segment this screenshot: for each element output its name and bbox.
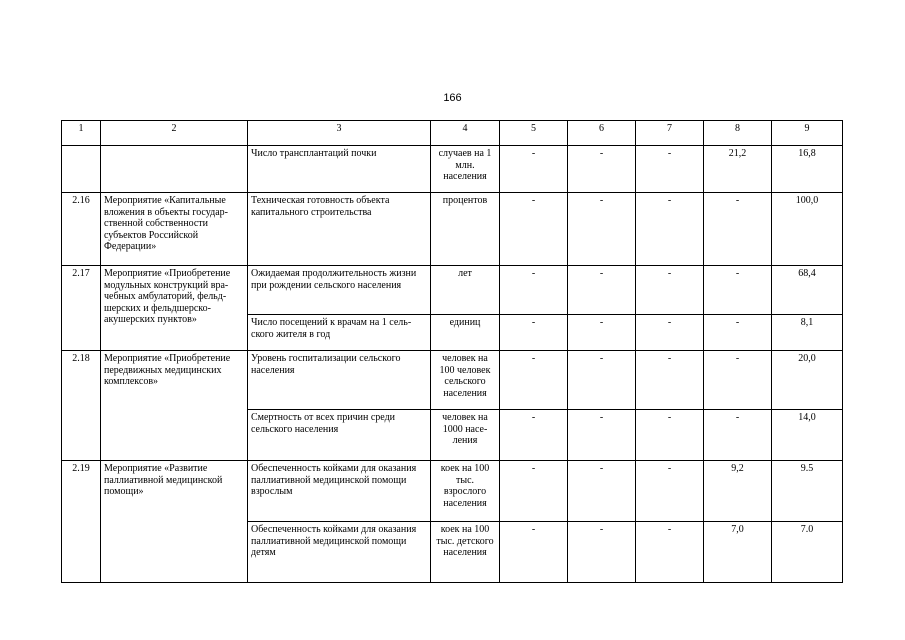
value-cell: 14,0 xyxy=(772,410,843,461)
value-cell: - xyxy=(636,266,704,315)
table-row xyxy=(62,461,843,522)
value-cell: - xyxy=(500,193,568,266)
value-cell: - xyxy=(500,410,568,461)
value-cell: - xyxy=(704,315,772,351)
value-cell: 21,2 xyxy=(704,146,772,193)
unit-cell: коек на 100 тыс. детского населения xyxy=(431,522,500,583)
value-cell: - xyxy=(500,266,568,315)
value-cell: - xyxy=(636,410,704,461)
value-cell: 100,0 xyxy=(772,193,843,266)
value-cell: - xyxy=(636,522,704,583)
value-cell: - xyxy=(568,410,636,461)
header-cell: 6 xyxy=(568,121,636,146)
value-cell: - xyxy=(636,351,704,410)
value-cell: - xyxy=(704,266,772,315)
value-cell: - xyxy=(500,146,568,193)
row-number-cell: 2.16 xyxy=(62,193,101,266)
value-cell: - xyxy=(500,315,568,351)
value-cell: - xyxy=(568,146,636,193)
value-cell: 9.5 xyxy=(772,461,843,522)
indicator-cell: Обеспеченность койками для оказания паллиативной медицинской помощи взрослым xyxy=(248,461,431,522)
header-cell: 9 xyxy=(772,121,843,146)
table-row xyxy=(62,351,843,410)
unit-cell: человек на 1000 насе-ления xyxy=(431,410,500,461)
value-cell: - xyxy=(636,146,704,193)
indicator-cell: Уровень госпитализации сельского населения xyxy=(248,351,431,410)
value-cell: - xyxy=(500,351,568,410)
unit-cell: человек на 100 человек сельского населения xyxy=(431,351,500,410)
value-cell: 68,4 xyxy=(772,266,843,315)
value-cell: - xyxy=(568,193,636,266)
value-cell: - xyxy=(568,461,636,522)
page-number: 166 xyxy=(443,92,462,104)
value-cell: - xyxy=(704,193,772,266)
header-cell: 2 xyxy=(101,121,248,146)
row-number-cell: 2.17 xyxy=(62,266,101,351)
value-cell: - xyxy=(704,410,772,461)
value-cell: - xyxy=(636,193,704,266)
header-row xyxy=(62,121,843,146)
indicator-cell: Ожидаемая продолжительность жизни при рождении сельского населения xyxy=(248,266,431,315)
value-cell: - xyxy=(568,315,636,351)
header-cell: 5 xyxy=(500,121,568,146)
value-cell: - xyxy=(500,461,568,522)
header-cell: 7 xyxy=(636,121,704,146)
event-cell xyxy=(101,146,248,193)
value-cell: 20,0 xyxy=(772,351,843,410)
value-cell: - xyxy=(636,461,704,522)
value-cell: - xyxy=(704,351,772,410)
unit-cell: случаев на 1 млн. населения xyxy=(431,146,500,193)
row-number-cell xyxy=(62,146,101,193)
indicator-cell: Число посещений к врачам на 1 сель-ского жителя в год xyxy=(248,315,431,351)
value-cell: - xyxy=(636,315,704,351)
value-cell: - xyxy=(500,522,568,583)
event-cell: Мероприятие «Приобретение передвижных медицинских комплексов» xyxy=(101,351,248,461)
value-cell: - xyxy=(568,522,636,583)
unit-cell: единиц xyxy=(431,315,500,351)
event-cell: Мероприятие «Приобретение модульных конструкций вра-чебных амбулаторий, фельд-шерских и фельдшерско-акушерских пунктов» xyxy=(101,266,248,351)
value-cell: 7.0 xyxy=(772,522,843,583)
indicators-table xyxy=(61,120,843,583)
value-cell: - xyxy=(568,351,636,410)
header-cell: 4 xyxy=(431,121,500,146)
table-row xyxy=(62,146,843,193)
indicator-cell: Обеспеченность койками для оказания паллиативной медицинской помощи детям xyxy=(248,522,431,583)
table-row xyxy=(62,193,843,266)
row-number-cell: 2.19 xyxy=(62,461,101,583)
indicator-cell: Смертность от всех причин среди сельского населения xyxy=(248,410,431,461)
event-cell: Мероприятие «Развитие паллиативной медицинской помощи» xyxy=(101,461,248,583)
header-cell: 8 xyxy=(704,121,772,146)
header-cell: 3 xyxy=(248,121,431,146)
indicator-cell: Число трансплантаций почки xyxy=(248,146,431,193)
table-row xyxy=(62,266,843,315)
indicator-cell: Техническая готовность объекта капитального строительства xyxy=(248,193,431,266)
value-cell: 7,0 xyxy=(704,522,772,583)
unit-cell: процентов xyxy=(431,193,500,266)
value-cell: 16,8 xyxy=(772,146,843,193)
unit-cell: коек на 100 тыс. взрослого населения xyxy=(431,461,500,522)
value-cell: 8,1 xyxy=(772,315,843,351)
value-cell: - xyxy=(568,266,636,315)
unit-cell: лет xyxy=(431,266,500,315)
header-cell: 1 xyxy=(62,121,101,146)
event-cell: Мероприятие «Капитальные вложения в объекты государ-ственной собственности субъектов Российской Федерации» xyxy=(101,193,248,266)
value-cell: 9,2 xyxy=(704,461,772,522)
row-number-cell: 2.18 xyxy=(62,351,101,461)
